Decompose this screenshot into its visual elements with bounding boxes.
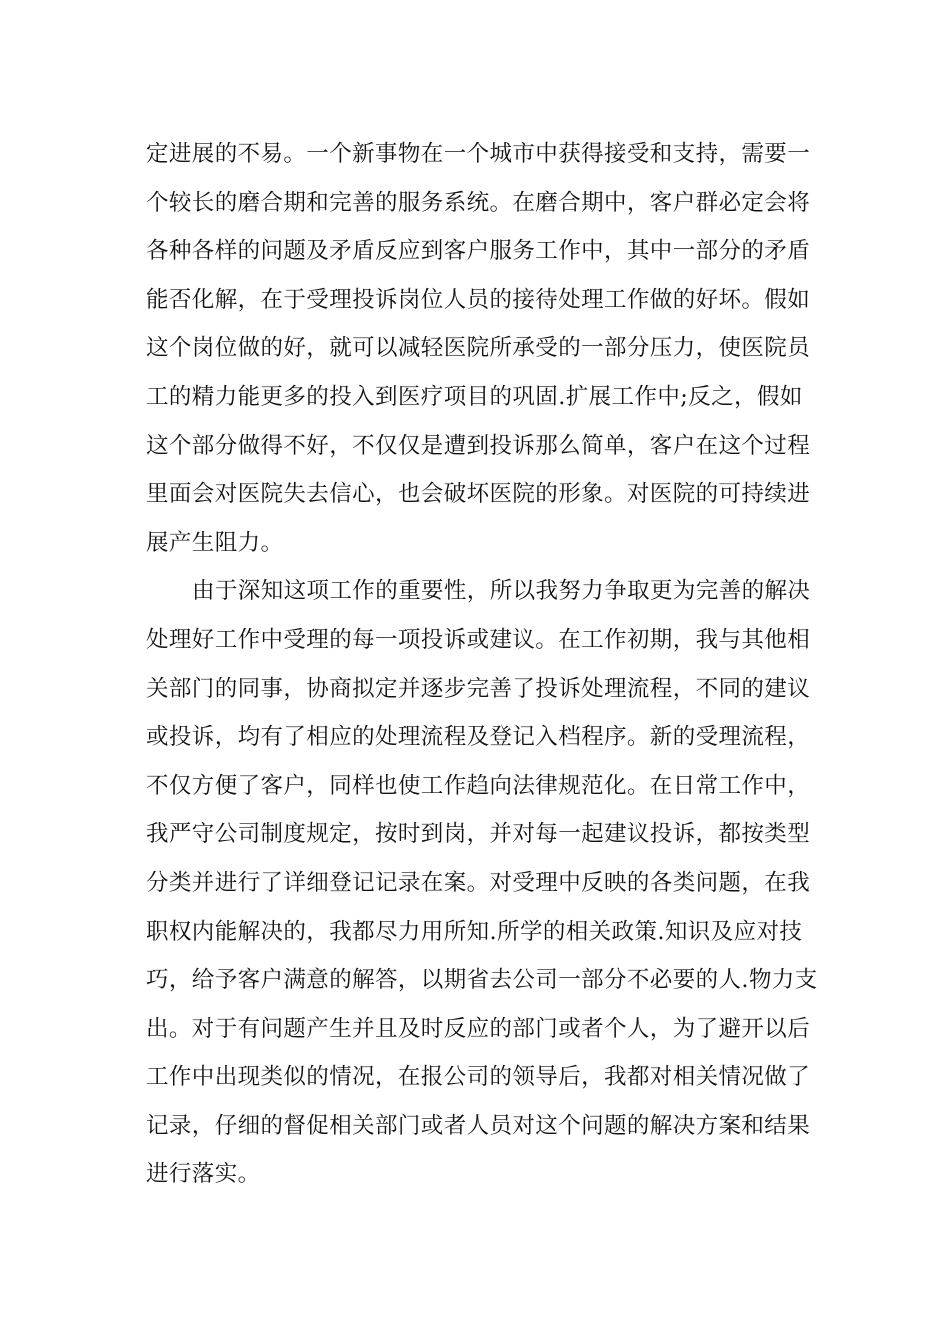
document-body: [146, 130, 818, 1199]
text-line: 工的精力能更多的投入到医疗项目的巩固.扩展工作中;反之，假如: [146, 383, 803, 410]
text-line: 各种各样的问题及矛盾反应到客户服务工作中，其中一部分的矛盾: [146, 238, 811, 265]
text-line: 个较长的磨合期和完善的服务系统。在磨合期中，客户群必定会将: [146, 189, 811, 216]
text-line: 职权内能解决的，我都尽力用所知.所学的相关政策.知识及应对技: [146, 918, 803, 945]
text-line: 这个部分做得不好，不仅仅是遭到投诉那么简单，客户在这个过程: [146, 432, 811, 459]
text-line: 我严守公司制度规定，按时到岗，并对每一起建议投诉，都按类型: [146, 821, 811, 848]
text-line: 工作中出现类似的情况，在报公司的领导后，我都对相关情况做了: [146, 1064, 811, 1091]
text-line: 出。对于有问题产生并且及时反应的部门或者个人，为了避开以后: [146, 1015, 811, 1042]
paragraph-2: [146, 567, 818, 1199]
text-line: 分类并进行了详细登记记录在案。对受理中反映的各类问题，在我: [146, 869, 811, 896]
text-line: 定进展的不易。一个新事物在一个城市中获得接受和支持，需要一: [146, 141, 811, 167]
paragraph-1: [146, 130, 810, 567]
text-line: 展产生阻力。: [146, 529, 284, 556]
text-line: 巧，给予客户满意的解答，以期省去公司一部分不必要的人.物力支: [146, 967, 818, 994]
text-line: 不仅方便了客户，同样也使工作趋向法律规范化。在日常工作中，: [146, 772, 811, 799]
text-line: 进行落实。: [146, 1161, 261, 1188]
text-line: 这个岗位做的好，就可以减轻医院所承受的一部分压力，使医院员: [146, 335, 811, 362]
text-line: 里面会对医院失去信心，也会破坏医院的形象。对医院的可持续进: [146, 481, 811, 508]
text-line: 处理好工作中受理的每一项投诉或建议。在工作初期，我与其他相: [146, 626, 811, 653]
text-line: 关部门的同事，协商拟定并逐步完善了投诉处理流程，不同的建议: [146, 675, 811, 702]
text-line: 记录，仔细的督促相关部门或者人员对这个问题的解决方案和结果: [146, 1112, 811, 1139]
text-line-first-indented: 由于深知这项工作的重要性，所以我努力争取更为完善的解决: [192, 578, 811, 605]
text-line: 或投诉，均有了相应的处理流程及登记入档程序。新的受理流程，: [146, 724, 811, 751]
text-line: 能否化解，在于受理投诉岗位人员的接待处理工作做的好坏。假如: [146, 286, 811, 313]
